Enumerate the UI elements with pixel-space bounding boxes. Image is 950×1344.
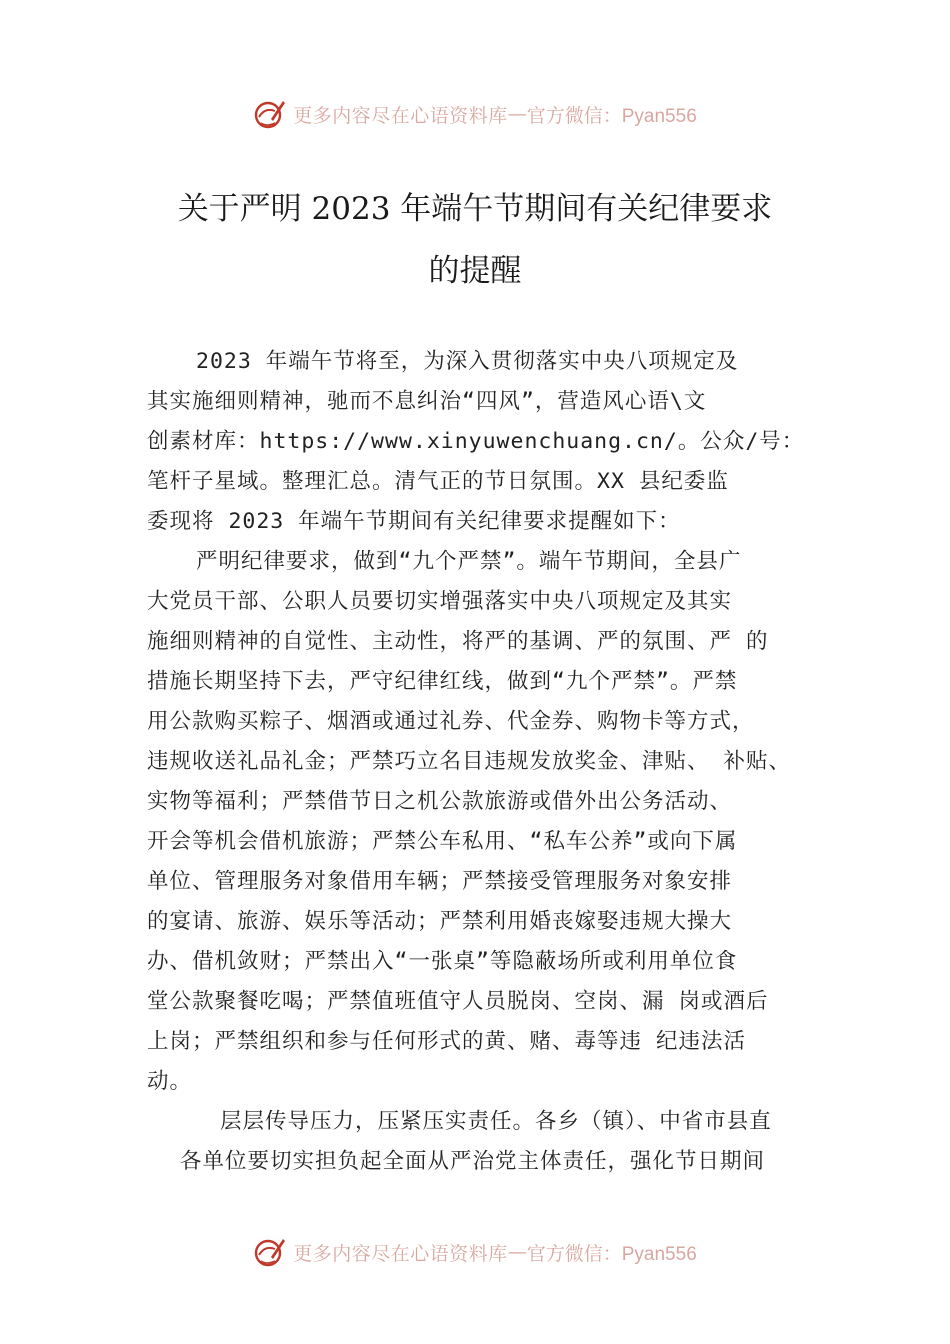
footer-banner-text: 更多内容尽在心语资料库 — [293, 1242, 508, 1265]
pen-logo-icon — [253, 97, 287, 131]
body-line: 动。 — [147, 1069, 193, 1094]
body-line: 办、借机敛财；严禁出入“一张桌”等隐蔽场所或利用单位食 — [147, 949, 738, 974]
body-line: 单位、管理服务对象借用车辆；严禁接受管理服务对象安排 — [147, 869, 733, 894]
body-line: 开会等机会借机旅游；严禁公车私用、“私车公养”或向下属 — [147, 829, 738, 854]
body-line: 严明纪律要求，做到“九个严禁”。端午节期间，全县广 — [196, 549, 742, 574]
body-line: 违规收送礼品礼金；严禁巧立名目违规发放奖金、津贴、 补贴、 — [147, 749, 791, 774]
document-title-line-1: 关于严明 2023 年端午节期间有关纪律要求 — [177, 191, 773, 227]
footer-banner — [0, 1232, 950, 1272]
body-line: 的宴请、旅游、娱乐等活动；严禁利用婚丧嫁娶违规大操大 — [147, 909, 733, 934]
body-line: 措施长期坚持下去，严守纪律红线，做到“九个严禁”。严禁 — [147, 669, 738, 694]
header-banner — [0, 94, 950, 134]
body-line: 2023 年端午节将至，为深入贯彻落实中央八项规定及 — [196, 349, 739, 374]
body-line: 实物等福利；严禁借节日之机公款旅游或借外出公务活动、 — [147, 789, 733, 814]
footer-banner-wechat: 官方微信：Pyan556 — [526, 1243, 697, 1265]
body-line: 层层传导压力，压紧压实责任。各乡（镇）、中省市县直 — [220, 1109, 772, 1134]
body-line: 大党员干部、公职人员要切实增强落实中央八项规定及其实 — [147, 589, 733, 614]
pen-logo-icon — [253, 1235, 287, 1269]
body-line: 用公款购买粽子、烟酒或通过礼券、代金券、购物卡等方式， — [147, 709, 755, 734]
document-title-line-2: 的提醒 — [428, 253, 522, 289]
body-line: 创素材库：https://www.xinyuwenchuang.cn/。公众/号： — [147, 429, 805, 454]
body-line: 委现将 2023 年端午节期间有关纪律要求提醒如下： — [147, 509, 681, 534]
header-banner-wechat: 官方微信：Pyan556 — [526, 105, 697, 127]
header-banner-text: 更多内容尽在心语资料库 — [293, 104, 508, 127]
body-line: 堂公款聚餐吃喝；严禁值班值守人员脱岗、空岗、漏 岗或酒后 — [147, 989, 769, 1014]
body-line: 笔杆子星域。整理汇总。清气正的节日氛围。XX 县纪委监 — [147, 469, 729, 494]
body-line: 上岗；严禁组织和参与任何形式的黄、赌、毒等违 纪违法活 — [147, 1029, 746, 1054]
body-line: 各单位要切实担负起全面从严治党主体责任，强化节日期间 — [180, 1149, 766, 1174]
footer-banner-separator: — — [507, 1241, 527, 1263]
body-line: 其实施细则精神，驰而不息纠治“四风”，营造风心语\文 — [147, 389, 707, 414]
body-line: 施细则精神的自觉性、主动性，将严的基调、严的氛围、严 的 — [147, 629, 769, 654]
header-banner-separator: — — [507, 103, 527, 125]
